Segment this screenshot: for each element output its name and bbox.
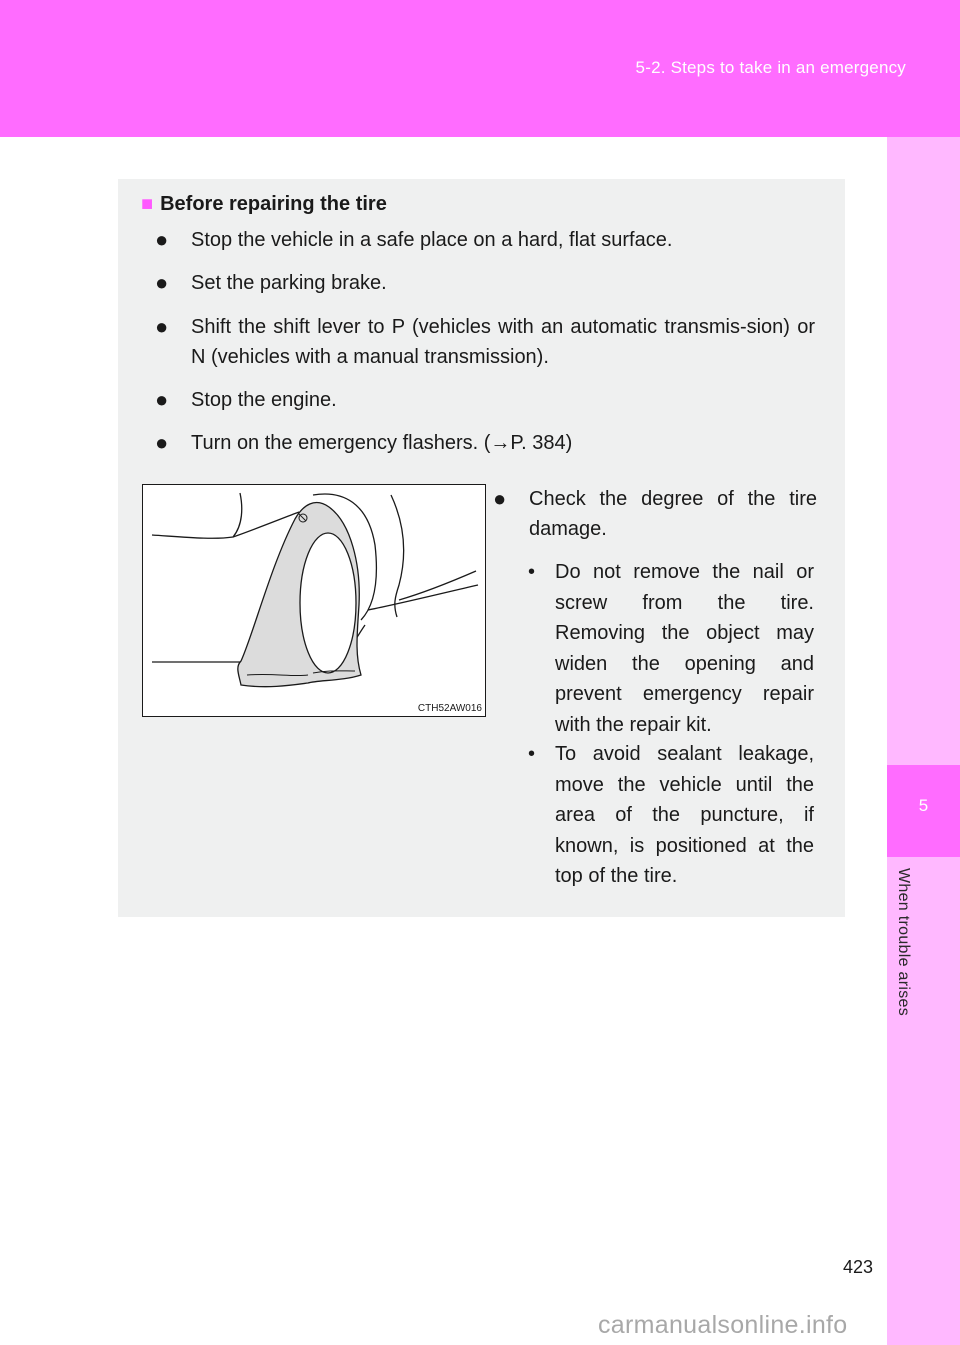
list-item-text: Stop the engine. — [191, 389, 337, 411]
list-item — [155, 268, 815, 298]
figure-code: CTH52AW016 — [417, 703, 482, 714]
chapter-side-tab — [887, 137, 960, 1345]
bullet-icon: ● — [155, 227, 169, 252]
section-title: 5-2. Steps to take in an emergency — [635, 58, 906, 77]
list-item-text: Stop the vehicle in a safe place on a hard, flat surface. — [191, 229, 673, 251]
list-item-text: Turn on the emergency flashers. (→P. 384) — [191, 432, 573, 454]
chapter-label: When trouble arises — [895, 868, 912, 1016]
tire-illustration — [142, 484, 486, 717]
list-item-text: Check the degree of the tire damage. — [529, 488, 817, 540]
bullet-icon: ● — [493, 486, 507, 511]
list-item — [155, 225, 815, 255]
list-item — [155, 428, 815, 458]
bullet-icon: ● — [155, 314, 169, 339]
dot-icon: • — [528, 561, 536, 583]
sub-list-item-text: Do not remove the nail or screw from the tire. Removing the object may widen the opening and prevent emergency repair with the repair kit. — [555, 561, 814, 736]
tire-puncture-icon — [143, 485, 485, 716]
note-heading — [141, 193, 387, 216]
note-heading-text: Before repairing the tire — [160, 193, 387, 215]
dot-icon: • — [528, 743, 536, 765]
list-item — [155, 385, 815, 415]
list-item — [155, 312, 815, 372]
sub-list-item — [528, 739, 814, 892]
sub-list-item — [528, 557, 814, 740]
list-item — [493, 484, 817, 544]
chapter-number: 5 — [918, 796, 929, 815]
bullet-icon: ● — [155, 430, 169, 455]
square-icon: ■ — [141, 193, 154, 215]
watermark: carmanualsonline.info — [598, 1311, 848, 1339]
bullet-icon: ● — [155, 387, 169, 412]
list-item-text: Set the parking brake. — [191, 272, 387, 294]
bullet-icon: ● — [155, 270, 169, 295]
list-item-text: Shift the shift lever to P (vehicles with an automatic transmis-sion) or N (vehicles with a manual transmission). — [191, 316, 815, 368]
sub-list-item-text: To avoid sealant leakage, move the vehicle until the area of the puncture, if known, is positioned at the top of the tire. — [555, 743, 814, 887]
page-number: 423 — [843, 1257, 874, 1277]
